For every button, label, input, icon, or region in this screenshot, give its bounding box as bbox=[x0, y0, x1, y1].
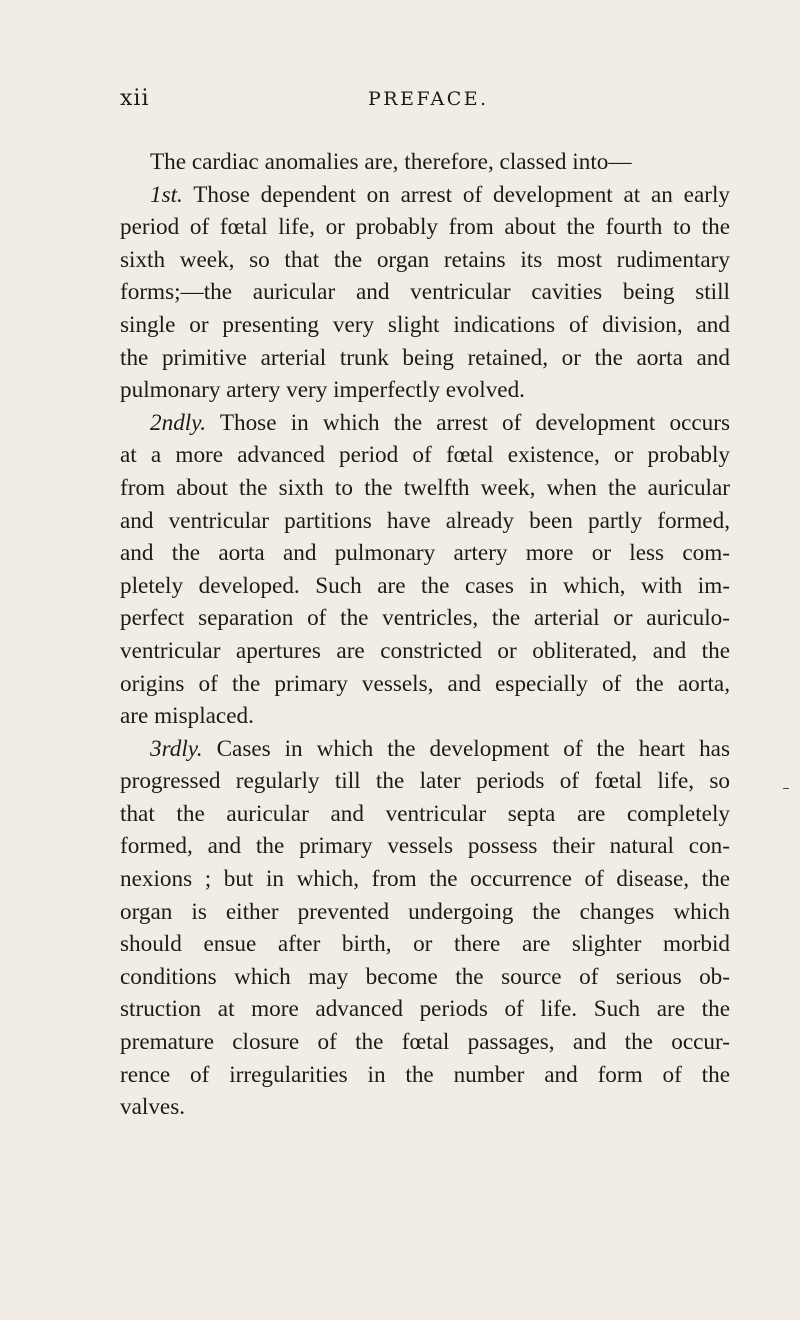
text-line: organ is either prevented undergoing the changes which bbox=[120, 898, 730, 925]
ordinal-third: 3rdly. bbox=[150, 735, 203, 762]
text-line: are misplaced. bbox=[120, 703, 254, 730]
text-line: 3rdly. Cases in which the development of the heart has bbox=[150, 735, 730, 762]
text-line: origins of the primary vessels, and especially of the aorta, bbox=[120, 670, 730, 697]
text-line: rence of irregularities in the number and form of the bbox=[120, 1061, 730, 1088]
text-line: valves. bbox=[120, 1094, 186, 1121]
text-line: the primitive arterial trunk being retained, or the aorta and bbox=[120, 344, 730, 371]
paragraph-first-class bbox=[120, 179, 730, 407]
text-line: nexions ; but in which, from the occurrence of disease, the bbox=[120, 866, 730, 893]
text-line: ventricular apertures are constricted or obliterated, and the bbox=[120, 637, 730, 664]
paragraph-third-class bbox=[120, 733, 730, 1124]
text-line: that the auricular and ventricular septa are completely bbox=[120, 800, 730, 827]
text-line: pletely developed. Such are the cases in which, with im- bbox=[120, 572, 730, 599]
text-line: struction at more advanced periods of life. Such are the bbox=[120, 996, 730, 1023]
text-line: pulmonary artery very imperfectly evolved. bbox=[120, 377, 525, 404]
ordinal-second: 2ndly. bbox=[150, 409, 207, 436]
text-line: period of fœtal life, or probably from about the fourth to the bbox=[120, 214, 730, 241]
running-title: PREFACE. bbox=[368, 88, 489, 110]
paper-speck bbox=[783, 788, 789, 789]
text-line: at a more advanced period of fœtal existence, or probably bbox=[120, 442, 730, 469]
running-head bbox=[120, 66, 732, 111]
text-line: and the aorta and pulmonary artery more or less com- bbox=[120, 540, 730, 567]
text-line: formed, and the primary vessels possess their natural con- bbox=[120, 833, 730, 860]
text-line: progressed regularly till the later periods of fœtal life, so bbox=[120, 768, 730, 795]
text-line: forms;—the auricular and ventricular cavities being still bbox=[120, 279, 730, 306]
ordinal-first: 1st. bbox=[150, 181, 183, 208]
text-line: from about the sixth to the twelfth week, when the auricular bbox=[120, 474, 730, 501]
text-line: premature closure of the fœtal passages, and the occur- bbox=[120, 1029, 730, 1056]
page-number: xii bbox=[120, 86, 150, 111]
text-line: 2ndly. Those in which the arrest of development occurs bbox=[150, 409, 730, 436]
text-line: sixth week, so that the organ retains its most rudimentary bbox=[120, 246, 730, 273]
text-line: and ventricular partitions have already been partly formed, bbox=[120, 507, 730, 534]
intro-paragraph bbox=[120, 146, 730, 179]
text-line: 1st. Those dependent on arrest of development at an early bbox=[150, 181, 730, 208]
paragraph-second-class bbox=[120, 407, 730, 733]
body-text bbox=[120, 146, 730, 1124]
text-line: single or presenting very slight indications of division, and bbox=[120, 311, 730, 338]
text-line: perfect separation of the ventricles, the arterial or auriculo- bbox=[120, 605, 730, 632]
text-line: The cardiac anomalies are, therefore, classed into— bbox=[150, 149, 632, 175]
text-line: should ensue after birth, or there are slighter morbid bbox=[120, 931, 730, 958]
text-line: conditions which may become the source of serious ob- bbox=[120, 963, 730, 990]
